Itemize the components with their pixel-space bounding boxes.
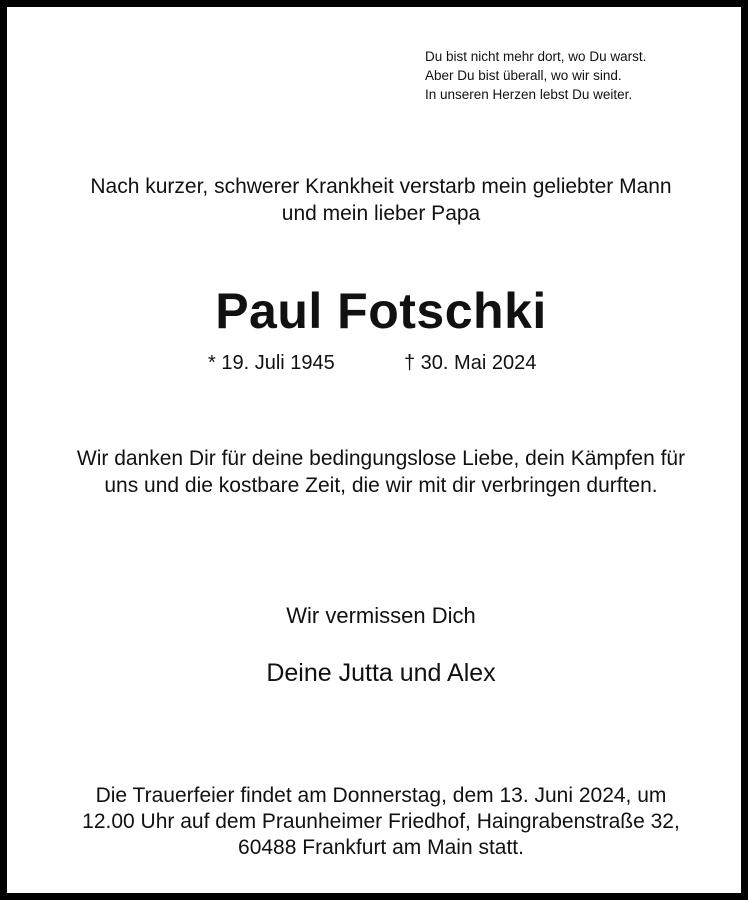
- intro-line-2: und mein lieber Papa: [281, 202, 481, 225]
- motto-verse: [425, 47, 646, 104]
- intro-text: [7, 173, 748, 227]
- deceased-name: Paul Fotschki: [215, 283, 547, 339]
- motto-line-1: Du bist nicht mehr dort, wo Du warst.: [425, 49, 647, 64]
- death-date: † 30. Mai 2024: [404, 352, 537, 374]
- signature: Deine Jutta und Alex: [266, 659, 496, 687]
- thanks-line-1: Wir danken Dir für deine bedingungslose Liebe, dein Kämpfen für: [76, 447, 686, 470]
- birth-date: * 19. Juli 1945: [208, 352, 335, 374]
- motto-line-2: Aber Du bist überall, wo wir sind.: [425, 68, 622, 83]
- thanks-text: [7, 445, 748, 499]
- miss-text: Wir vermissen Dich: [286, 603, 476, 628]
- funeral-notice: [7, 783, 748, 861]
- funeral-line-1: Die Trauerfeier findet am Donnerstag, dem 13. Juni 2024, um: [95, 784, 667, 807]
- life-dates: [7, 349, 748, 379]
- funeral-line-3: 60488 Frankfurt am Main statt.: [238, 836, 524, 859]
- intro-line-1: Nach kurzer, schwerer Krankheit verstarb mein geliebter Mann: [90, 175, 672, 198]
- motto-line-3: In unseren Herzen lebst Du weiter.: [425, 87, 633, 102]
- thanks-line-2: uns und die kostbare Zeit, die wir mit dir verbringen durften.: [104, 474, 658, 497]
- funeral-line-2: 12.00 Uhr auf dem Praunheimer Friedhof, Haingrabenstraße 32,: [82, 810, 680, 833]
